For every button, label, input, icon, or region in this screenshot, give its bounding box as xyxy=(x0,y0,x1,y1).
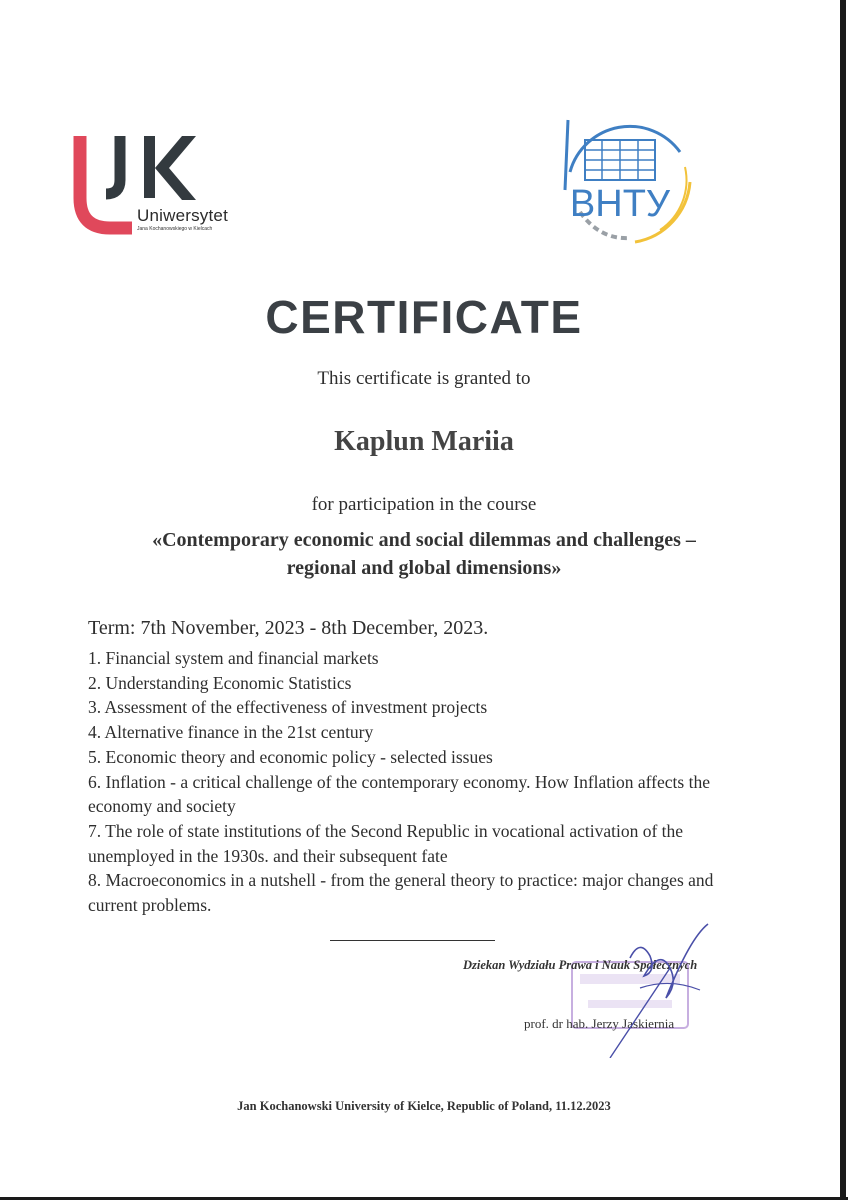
ujk-subtitle: Jana Kochanowskiego w Kielcach xyxy=(137,226,213,232)
dean-title: Dziekan Wydziału Prawa i Nauk Społecznych xyxy=(463,958,698,972)
participation-text: for participation in the course xyxy=(311,494,537,515)
topic-item: 3. Assessment of the effectiveness of investment projects xyxy=(88,697,488,718)
topic-item: 4. Alternative finance in the 21st century xyxy=(88,722,374,743)
vntu-logo-text: ВНТУ xyxy=(569,183,671,225)
topic-item: 1. Financial system and financial markets xyxy=(88,648,379,668)
recipient-name: Kaplun Mariia xyxy=(334,426,514,457)
topic-item: 2. Understanding Economic Statistics xyxy=(88,672,352,693)
signature-line xyxy=(330,940,495,941)
course-term: Term: 7th November, 2023 - 8th December, 2023. xyxy=(88,617,489,639)
signatory-name: prof. dr hab. Jerzy Jaskiernia xyxy=(524,1016,675,1031)
handwritten-signature xyxy=(600,918,720,1058)
topic-item: 8. Macroeconomics in a nutshell - from the general theory to practice: major changes and current problems. xyxy=(88,870,714,916)
course-title xyxy=(60,526,788,582)
ujk-name: Uniwersytet xyxy=(137,206,229,225)
course-title-line1: «Contemporary economic and social dilemmas and challenges – xyxy=(152,529,696,551)
topic-item: 5. Economic theory and economic policy - selected issues xyxy=(88,746,493,767)
course-title-line2: regional and global dimensions» xyxy=(286,557,562,579)
page-edge-right xyxy=(840,0,846,1200)
topics-list xyxy=(88,646,758,918)
vntu-logo xyxy=(540,112,700,252)
granted-text: This certificate is granted to xyxy=(317,368,531,389)
topic-item: 7. The role of state institutions of the Second Republic in vocational activation of the unemployed in the 1930s. and their subsequent fate xyxy=(88,820,684,866)
footer-text: Jan Kochanowski University of Kielce, Republic of Poland, 11.12.2023 xyxy=(237,1099,611,1113)
certificate-title: CERTIFICATE xyxy=(265,291,583,343)
topic-item: 6. Inflation - a critical challenge of the contemporary economy. How Inflation affects the economy and society xyxy=(88,771,710,817)
